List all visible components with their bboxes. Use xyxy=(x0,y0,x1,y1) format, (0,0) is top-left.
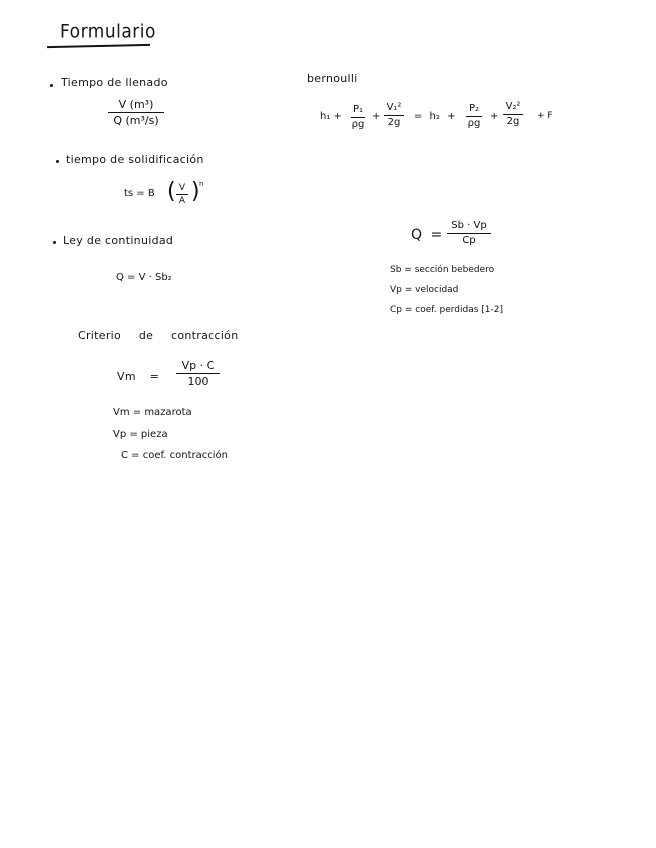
bernoulli-frac-2 xyxy=(384,102,404,129)
contraccion-lhs: Vm = xyxy=(117,370,160,383)
bernoulli-f2-den: 2g xyxy=(387,117,401,129)
contraccion-def-vm: Vm = mazarota xyxy=(113,407,192,418)
bernoulli-f1-den: ρg xyxy=(351,119,365,131)
llenado-numerator: V (m³) xyxy=(118,98,154,111)
bernoulli-label: bernoulli xyxy=(307,72,358,85)
contraccion-denominator: 100 xyxy=(187,375,209,389)
fraction-bar xyxy=(384,115,404,116)
solidificacion-frac-den: A xyxy=(178,196,186,207)
caudal-def-vp: Vp = velocidad xyxy=(390,285,459,295)
bernoulli-f4-num: V₂² xyxy=(505,101,521,112)
fraction-bar xyxy=(176,194,188,195)
contraccion-fraction xyxy=(176,359,220,388)
bernoulli-f3-num: P₂ xyxy=(468,103,480,114)
bernoulli-term-3: = h₂ + xyxy=(414,111,456,122)
bernoulli-f1-num: P₁ xyxy=(352,104,364,115)
continuidad-formula: Q = V · Sb₂ xyxy=(116,272,172,283)
contraccion-label: Criterio de contracción xyxy=(78,329,239,342)
continuidad-label: Ley de continuidad xyxy=(63,234,174,247)
solidificacion-lhs: ts = B xyxy=(124,188,155,199)
solidificacion-fraction xyxy=(176,183,188,206)
paren-right: ) xyxy=(191,179,200,204)
caudal-fraction xyxy=(447,220,491,247)
contraccion-def-c: C = coef. contracción xyxy=(121,450,228,461)
bullet xyxy=(56,160,59,163)
fraction-bar xyxy=(176,373,220,374)
bernoulli-f3-den: ρg xyxy=(467,118,481,130)
bernoulli-f4-den: 2g xyxy=(506,116,520,128)
title-underline xyxy=(47,44,150,48)
caudal-numerator: Sb · Vp xyxy=(451,220,487,231)
bernoulli-term-4: + xyxy=(490,111,499,122)
bullet xyxy=(53,241,56,244)
contraccion-def-vp: Vp = pieza xyxy=(113,429,168,440)
llenado-label: Tiempo de llenado xyxy=(61,76,168,89)
fraction-bar xyxy=(108,112,164,113)
fraction-bar xyxy=(466,116,482,117)
fraction-bar xyxy=(351,117,365,118)
paren-left: ( xyxy=(167,179,176,204)
bernoulli-frac-1 xyxy=(351,104,365,131)
solidificacion-exponent: n xyxy=(199,180,204,188)
caudal-def-sb: Sb = sección bebedero xyxy=(390,265,495,275)
bernoulli-f2-num: V₁² xyxy=(386,102,402,113)
contraccion-numerator: Vp · C xyxy=(181,359,215,372)
page-title: Formulario xyxy=(60,20,156,44)
bernoulli-term-5: + F xyxy=(537,111,553,121)
fraction-bar xyxy=(447,233,491,234)
caudal-denominator: Cp xyxy=(462,235,476,247)
llenado-formula xyxy=(108,98,164,127)
bernoulli-frac-3 xyxy=(466,103,482,130)
bullet xyxy=(50,84,53,87)
fraction-bar xyxy=(503,114,523,115)
llenado-denominator: Q (m³/s) xyxy=(113,114,159,128)
bernoulli-term-2: + xyxy=(372,111,381,122)
bernoulli-term-1: h₁ + xyxy=(320,111,342,122)
solidificacion-label: tiempo de solidificación xyxy=(66,153,204,166)
bernoulli-frac-4 xyxy=(503,101,523,128)
solidificacion-frac-num: V xyxy=(178,183,186,193)
caudal-def-cp: Cp = coef. perdidas [1-2] xyxy=(390,305,503,315)
caudal-lhs: Q = xyxy=(411,227,443,243)
